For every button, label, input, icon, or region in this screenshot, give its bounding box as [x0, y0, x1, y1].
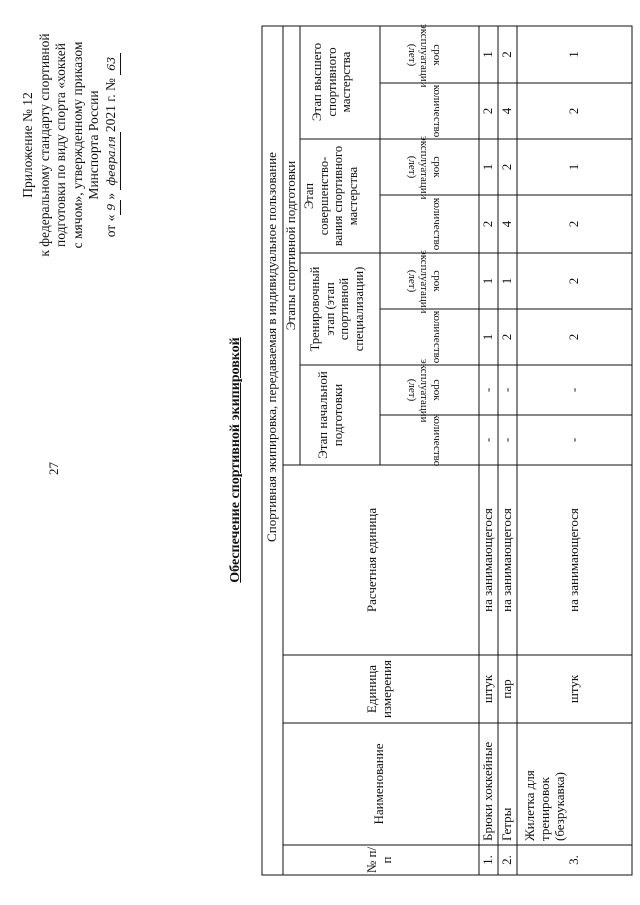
subheader-term: срок эксплуатации (лет) [406, 359, 443, 423]
header-name: Наименование [371, 743, 386, 825]
subheader-qty: количество [431, 197, 443, 251]
row-value: 1 [480, 163, 495, 171]
row-unit: пар [499, 679, 514, 699]
annex-line: подготовки по виду спорта «хоккей [53, 43, 68, 247]
row-value: 2 [499, 333, 514, 341]
row-value: - [499, 387, 514, 393]
date-day: 9 [104, 200, 122, 215]
row-value: 1 [480, 51, 495, 58]
row-value: 2 [566, 277, 581, 285]
subheader-qty: количество [431, 310, 443, 364]
header-stages: Этапы спортивной подготовки [283, 160, 298, 331]
row-value: 4 [499, 107, 514, 115]
row-value: - [566, 387, 581, 393]
header-stage4: Этап высшего спортивного мастерства [309, 42, 353, 122]
row-value: - [566, 437, 581, 443]
row-num: 3. [566, 855, 581, 865]
row-value: 2 [499, 163, 514, 171]
date-year: 2021 г. № [102, 78, 118, 133]
row-calc-unit: на занимающегося [480, 508, 495, 612]
row-name: Жилетка для тренировок (безрукавка) [522, 770, 567, 841]
document-title: Обеспечение спортивной экипировкой [228, 337, 243, 583]
row-num: 2. [499, 855, 514, 865]
header-stage3: Этап совершенство-вания спортивного мастерства [302, 145, 360, 247]
date-prefix: от « [102, 214, 118, 238]
subheader-qty: количество [431, 413, 443, 467]
row-value: 2 [566, 333, 581, 341]
annex-line: Минспорта России [86, 90, 101, 200]
row-value: 2 [480, 220, 495, 228]
row-value: 1 [480, 333, 495, 341]
row-unit: штук [566, 674, 581, 704]
row-name: Гетры [499, 807, 514, 841]
page-number: 27 [46, 462, 61, 475]
row-value: 2 [566, 220, 581, 228]
row-value: 2 [566, 107, 581, 115]
header-calc-unit: Расчетная единица [364, 507, 379, 613]
row-value: 4 [499, 220, 514, 228]
header-stage1: Этап начальной подготовки [315, 371, 345, 459]
row-value: 1 [566, 163, 581, 171]
subheader-qty: количество [431, 84, 443, 138]
row-calc-unit: на занимающегося [499, 508, 514, 612]
row-unit: штук [480, 674, 495, 704]
subheader-term: срок эксплуатации (лет) [406, 250, 443, 314]
row-calc-unit: на занимающегося [566, 508, 581, 612]
annex-line: Приложение № 12 [20, 92, 35, 198]
row-value: 1 [499, 277, 514, 285]
row-value: 2 [499, 51, 514, 58]
date-mid: » [102, 192, 118, 200]
order-number: 63 [104, 53, 122, 75]
annex-line: к федеральному стандарту спортивной [36, 33, 52, 257]
header-num: № п/п [364, 846, 394, 874]
subheader-term: срок эксплуатации (лет) [406, 136, 443, 200]
row-value: 1 [566, 51, 581, 58]
row-value: 1 [480, 277, 495, 285]
row-value: - [499, 437, 514, 443]
row-name: Брюки хоккейные [480, 741, 495, 841]
row-value: - [480, 437, 495, 443]
header-unit: Единица измерения [364, 659, 394, 719]
header-stage2: Тренировочный этап (этап спортивной специализации) [308, 266, 366, 352]
row-num: 1. [480, 855, 495, 865]
table-caption: Спортивная экипировка, передаваемая в индивидуальное пользование [264, 152, 279, 542]
annex-line: с мячом», утвержденному приказом [69, 41, 85, 249]
row-value: 2 [480, 107, 495, 115]
date-month: февраля [104, 132, 122, 189]
subheader-term: срок эксплуатации (лет) [406, 24, 443, 88]
row-value: - [480, 387, 495, 393]
